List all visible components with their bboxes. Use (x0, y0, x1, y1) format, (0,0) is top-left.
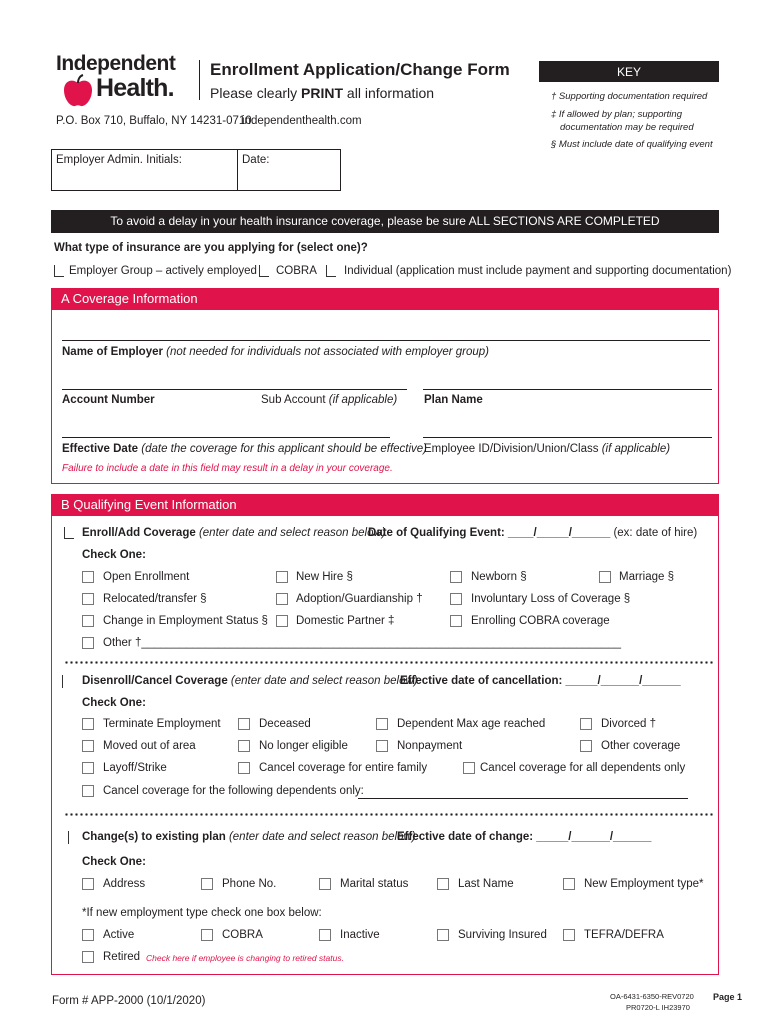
enroll-label-text: Enroll/Add Coverage (82, 527, 196, 539)
admin-initials-label: Employer Admin. Initials: (56, 154, 182, 166)
adoption-label: Adoption/Guardianship † (296, 593, 423, 605)
enrolling-cobra-label: Enrolling COBRA coverage (471, 615, 610, 627)
form-number: Form # APP-2000 (10/1/2020) (52, 995, 206, 1007)
notice-text: To avoid a delay in your health insurance coverage, please be sure (110, 214, 469, 228)
effective-label-text: Effective Date (62, 443, 139, 455)
dependent-max-age-checkbox[interactable] (376, 718, 388, 730)
tefra-label: TEFRA/DEFRA (584, 929, 664, 941)
apple-icon (62, 74, 94, 108)
individual-checkbox[interactable] (326, 265, 336, 277)
section-b-header: B Qualifying Event Information (51, 494, 719, 516)
involuntary-loss-label: Involuntary Loss of Coverage § (471, 593, 631, 605)
inactive-checkbox[interactable] (319, 929, 331, 941)
change-check-one: Check One: (82, 856, 146, 868)
sub-account-label (261, 394, 397, 406)
employer-group-label: Employer Group – actively employed (69, 265, 257, 277)
individual-label: Individual (application must include payment and supporting documentation) (344, 265, 732, 277)
qualifying-date-text: Date of Qualifying Event: ____/_____/______ (368, 527, 611, 539)
dependents-field[interactable] (358, 798, 688, 799)
newborn-label: Newborn § (471, 571, 527, 583)
account-number-label: Account Number (62, 394, 155, 406)
admin-box (51, 149, 341, 191)
key-item-3: § Must include date of qualifying event (551, 139, 713, 150)
employer-group-checkbox[interactable] (54, 265, 64, 277)
effective-date-label (62, 443, 427, 455)
disenroll-note: (enter date and select reason below) (227, 675, 418, 687)
layoff-checkbox[interactable] (82, 762, 94, 774)
disenroll-check-one: Check One: (82, 697, 146, 709)
terminate-employment-label: Terminate Employment (103, 718, 221, 730)
notice-bar (51, 210, 719, 233)
enroll-add-label (82, 527, 386, 539)
notice-caps: ALL SECTIONS ARE COMPLETED (468, 214, 660, 228)
moved-out-checkbox[interactable] (82, 740, 94, 752)
effective-date-warning: Failure to include a date in this field may result in a delay in your coverage. (62, 463, 393, 474)
cancel-following-checkbox[interactable] (82, 785, 94, 797)
other-coverage-label: Other coverage (601, 740, 681, 752)
tefra-checkbox[interactable] (563, 929, 575, 941)
employer-note: (not needed for individuals not associated with employer group) (162, 346, 490, 358)
no-longer-eligible-label: No longer eligible (259, 740, 348, 752)
relocated-checkbox[interactable] (82, 593, 94, 605)
other-enroll-checkbox[interactable] (82, 637, 94, 649)
form-title: Enrollment Application/Change Form (210, 60, 510, 79)
cobra-label: COBRA (276, 265, 317, 277)
employer-name-label (62, 346, 489, 358)
inactive-label: Inactive (340, 929, 380, 941)
qualifying-date-note: (ex: date of hire) (610, 527, 698, 539)
sub-account-text: Sub Account (261, 394, 329, 406)
enroll-note: (enter date and select reason below) (195, 527, 386, 539)
sub-account-note: (if applicable) (328, 394, 398, 406)
header-divider (199, 60, 200, 100)
involuntary-loss-checkbox[interactable] (450, 593, 462, 605)
retired-note: Check here if employee is changing to retired status. (146, 953, 344, 963)
newborn-checkbox[interactable] (450, 571, 462, 583)
effective-date-field[interactable] (62, 437, 390, 438)
deceased-checkbox[interactable] (238, 718, 250, 730)
last-name-checkbox[interactable] (437, 878, 449, 890)
qualifying-event-date[interactable] (368, 527, 697, 539)
employer-name-field[interactable] (62, 340, 710, 341)
disenroll-label (82, 675, 418, 687)
enroll-add-checkbox[interactable] (64, 527, 74, 539)
key-item-2a: ‡ If allowed by plan; supporting (551, 109, 682, 120)
cancel-family-label: Cancel coverage for entire family (259, 762, 428, 774)
insurance-question: What type of insurance are you applying for (select one)? (54, 242, 368, 254)
no-longer-eligible-checkbox[interactable] (238, 740, 250, 752)
open-enrollment-checkbox[interactable] (82, 571, 94, 583)
employee-note: (if applicable) (601, 443, 671, 455)
surviving-insured-checkbox[interactable] (437, 929, 449, 941)
subtitle-post: all information (343, 85, 435, 101)
phone-checkbox[interactable] (201, 878, 213, 890)
change-note: (enter date and select reason below) (225, 831, 416, 843)
logo-text-health: Health. (96, 74, 174, 102)
form-code-1: OA-6431-6350-REV0720 (610, 992, 694, 1001)
cancel-following-label: Cancel coverage for the following dependents only: (103, 785, 364, 797)
form-subtitle (210, 85, 434, 101)
website: independenthealth.com (242, 115, 362, 127)
admin-date-field[interactable] (238, 150, 340, 190)
effective-note: (date the coverage for this applicant should be effective) (138, 443, 428, 455)
new-hire-checkbox[interactable] (276, 571, 288, 583)
key-box (539, 61, 719, 156)
marriage-label: Marriage § (619, 571, 674, 583)
retired-label: Retired (103, 951, 141, 963)
divider-dots-2 (64, 813, 714, 816)
active-checkbox[interactable] (82, 929, 94, 941)
change-plan-label (82, 831, 416, 843)
cancellation-date[interactable]: Effective date of cancellation: _____/______/______ (400, 675, 681, 687)
cancel-family-checkbox[interactable] (238, 762, 250, 774)
employer-label-text: Name of Employer (62, 346, 163, 358)
adoption-checkbox[interactable] (276, 593, 288, 605)
open-enrollment-label: Open Enrollment (103, 571, 190, 583)
plan-name-field[interactable] (423, 389, 712, 390)
marital-status-checkbox[interactable] (319, 878, 331, 890)
divorced-label: Divorced † (601, 718, 656, 730)
cancel-dependents-all-label: Cancel coverage for all dependents only (480, 762, 686, 774)
change-date[interactable]: Effective date of change: _____/______/______ (397, 831, 652, 843)
form-code-2: PR0720-L IH23970 (626, 1003, 690, 1012)
key-item-2b: documentation may be required (560, 122, 694, 133)
key-title: KEY (539, 61, 719, 82)
other-enroll-field[interactable]: Other †___________________________________________________________________________ (103, 637, 622, 649)
relocated-label: Relocated/transfer § (103, 593, 207, 605)
enrolling-cobra-checkbox[interactable] (450, 615, 462, 627)
cancel-dependents-all-checkbox[interactable] (463, 762, 475, 774)
admin-date-label: Date: (242, 154, 270, 166)
cobra-employment-checkbox[interactable] (201, 929, 213, 941)
address-label: Address (103, 878, 146, 890)
account-number-field[interactable] (62, 389, 407, 390)
change-plan-checkbox[interactable] (68, 831, 69, 844)
new-hire-label: New Hire § (296, 571, 353, 583)
deceased-label: Deceased (259, 718, 311, 730)
logo (52, 52, 187, 110)
disenroll-label-text: Disenroll/Cancel Coverage (82, 675, 228, 687)
new-employment-type-label: New Employment type* (584, 878, 704, 890)
plan-name-label: Plan Name (424, 394, 483, 406)
employment-status-checkbox[interactable] (82, 615, 94, 627)
terminate-employment-checkbox[interactable] (82, 718, 94, 730)
change-label-text: Change(s) to existing plan (82, 831, 226, 843)
cobra-employment-label: COBRA (222, 929, 263, 941)
other-coverage-checkbox[interactable] (580, 740, 592, 752)
logo-text-independent: Independent (56, 52, 176, 75)
last-name-label: Last Name (458, 878, 514, 890)
divorced-checkbox[interactable] (580, 718, 592, 730)
active-label: Active (103, 929, 135, 941)
disenroll-checkbox[interactable] (62, 675, 63, 688)
employee-label-text: Employee ID/Division/Union/Class (424, 443, 602, 455)
page-number: Page 1 (713, 992, 743, 1002)
employee-id-label (424, 443, 670, 455)
employee-id-field[interactable] (423, 437, 712, 438)
divider-dots-1 (64, 661, 714, 664)
moved-out-label: Moved out of area (103, 740, 196, 752)
subtitle-pre: Please clearly (210, 85, 302, 101)
retired-checkbox[interactable] (82, 951, 94, 963)
nonpayment-checkbox[interactable] (376, 740, 388, 752)
dependent-max-age-label: Dependent Max age reached (397, 718, 546, 730)
key-item-1: † Supporting documentation required (551, 91, 708, 102)
marriage-checkbox[interactable] (599, 571, 611, 583)
subtitle-bold: PRINT (301, 85, 344, 101)
phone-label: Phone No. (222, 878, 277, 890)
section-a-header: A Coverage Information (51, 288, 719, 310)
surviving-insured-label: Surviving Insured (458, 929, 547, 941)
marital-status-label: Marital status (340, 878, 409, 890)
employment-type-note: *If new employment type check one box below: (82, 907, 322, 919)
cobra-checkbox[interactable] (259, 265, 269, 277)
address-checkbox[interactable] (82, 878, 94, 890)
nonpayment-label: Nonpayment (397, 740, 463, 752)
admin-initials-field[interactable] (52, 150, 237, 190)
layoff-label: Layoff/Strike (103, 762, 167, 774)
address: P.O. Box 710, Buffalo, NY 14231-0710 (56, 115, 252, 127)
enroll-check-one: Check One: (82, 549, 146, 561)
employment-status-label: Change in Employment Status § (103, 615, 268, 627)
new-employment-type-checkbox[interactable] (563, 878, 575, 890)
domestic-partner-checkbox[interactable] (276, 615, 288, 627)
domestic-partner-label: Domestic Partner ‡ (296, 615, 395, 627)
